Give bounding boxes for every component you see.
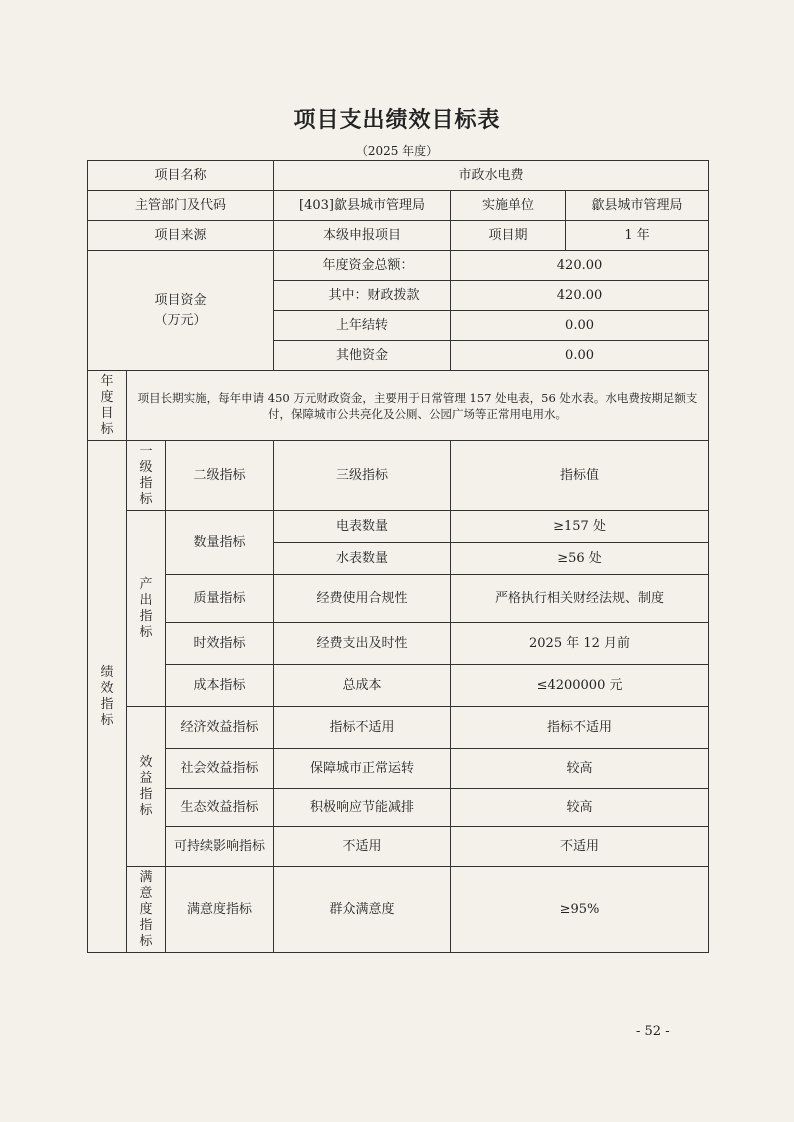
source-label: 项目来源 [88,221,274,251]
fund-fiscal-label: 其中：财政拨款 [274,281,451,311]
time-name: 经费支出及时性 [274,623,451,665]
output-label: 产出指标 [127,511,166,707]
performance-table [87,160,709,953]
sustain-value: 不适用 [451,827,709,867]
table-row [88,789,709,827]
annual-goal-text: 项目长期实施，每年申请 450 万元财政资金，主要用于日常管理 157 处电表，56 处水表。水电费按期足额支付，保障城市公共亮化及公厕、公园广场等正常用电用水。 [127,371,709,441]
unit-value: 歙县城市管理局 [566,191,709,221]
period-value: 1 年 [566,221,709,251]
row-dept [88,191,709,221]
social-label: 社会效益指标 [166,749,274,789]
page-title: 项目支出绩效目标表 [293,108,501,133]
annual-goal-label: 年度目标 [88,371,127,441]
dept-value: [403]歙县城市管理局 [274,191,451,221]
fund-total-label: 年度资金总额： [274,251,451,281]
fund-carry-value: 0.00 [451,311,709,341]
fund-fiscal-value: 420.00 [451,281,709,311]
benefit-label: 效益指标 [127,707,166,867]
header-level2: 二级指标 [166,441,274,511]
satisfaction-name: 群众满意度 [274,867,451,953]
q2-value: ≥56 处 [451,543,709,575]
header-level3: 三级指标 [274,441,451,511]
table-row [88,867,709,953]
table-row [88,623,709,665]
time-label: 时效指标 [166,623,274,665]
q2-name: 水表数量 [274,543,451,575]
satisfaction-sub-label: 满意度指标 [166,867,274,953]
econ-name: 指标不适用 [274,707,451,749]
satisfaction-label: 满意度指标 [127,867,166,953]
dept-label: 主管部门及代码 [88,191,274,221]
year-label: （2025 年度） [355,144,439,158]
fund-other-value: 0.00 [451,341,709,371]
econ-value: 指标不适用 [451,707,709,749]
page-number: - 52 - [636,1024,670,1039]
satisfaction-value: ≥95% [451,867,709,953]
table-row [88,665,709,707]
funds-label: 项目资金 （万元） [88,251,274,371]
quality-label: 质量指标 [166,575,274,623]
quality-name: 经费使用合规性 [274,575,451,623]
sustain-name: 不适用 [274,827,451,867]
row-annual-goal [88,371,709,441]
project-name-value: 市政水电费 [274,161,709,191]
row-source [88,221,709,251]
project-name-label: 项目名称 [88,161,274,191]
eco-name: 积极响应节能减排 [274,789,451,827]
row-fund-total [88,251,709,281]
table-row [88,827,709,867]
eco-value: 较高 [451,789,709,827]
row-indicator-header [88,441,709,511]
table-row [88,575,709,623]
row-project-name [88,161,709,191]
source-value: 本级申报项目 [274,221,451,251]
period-label: 项目期 [451,221,566,251]
indicators-label: 绩效指标 [88,441,127,953]
header-level1: 一级指标 [127,441,166,511]
table-row [88,749,709,789]
q1-name: 电表数量 [274,511,451,543]
quantity-label: 数量指标 [166,511,274,575]
cost-value: ≤4200000 元 [451,665,709,707]
sustain-label: 可持续影响指标 [166,827,274,867]
econ-label: 经济效益指标 [166,707,274,749]
social-value: 较高 [451,749,709,789]
header-value: 指标值 [451,441,709,511]
table-row [88,511,709,543]
q1-value: ≥157 处 [451,511,709,543]
fund-other-label: 其他资金 [274,341,451,371]
table-row [88,707,709,749]
time-value: 2025 年 12 月前 [451,623,709,665]
cost-name: 总成本 [274,665,451,707]
unit-label: 实施单位 [451,191,566,221]
fund-carry-label: 上年结转 [274,311,451,341]
eco-label: 生态效益指标 [166,789,274,827]
cost-label: 成本指标 [166,665,274,707]
fund-total-value: 420.00 [451,251,709,281]
quality-value: 严格执行相关财经法规、制度 [451,575,709,623]
social-name: 保障城市正常运转 [274,749,451,789]
